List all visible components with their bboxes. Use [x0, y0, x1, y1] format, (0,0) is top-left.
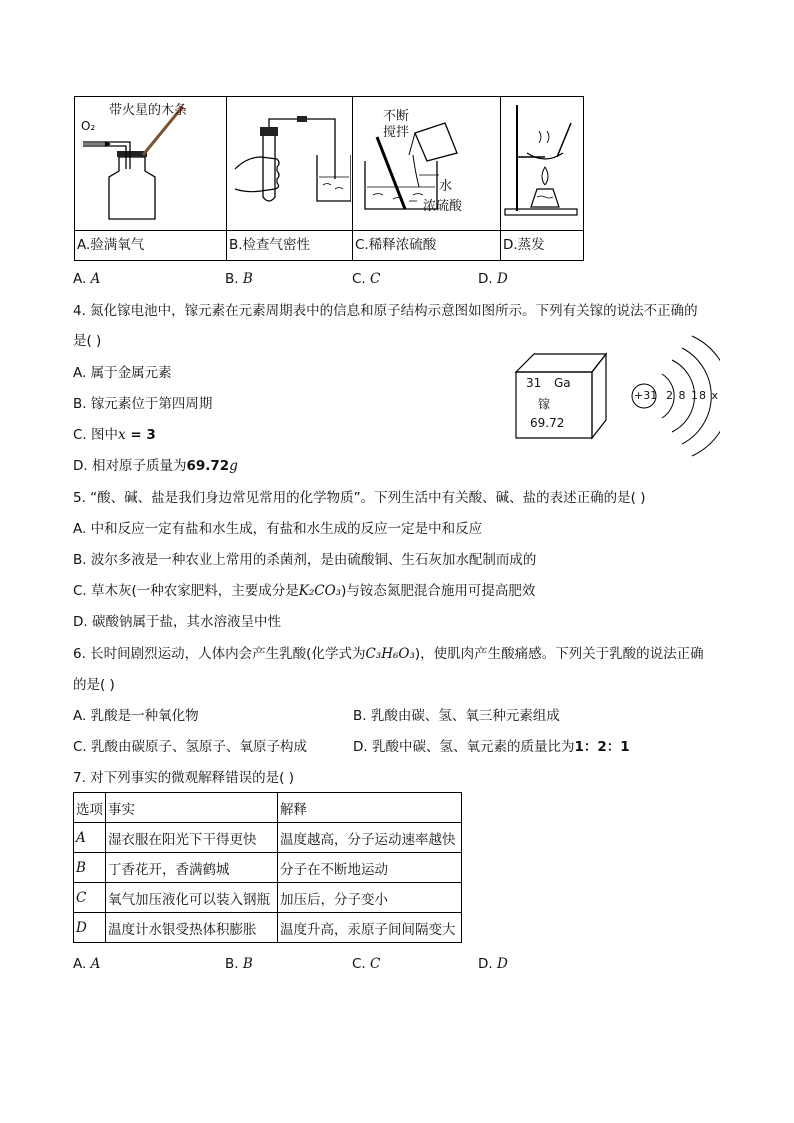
q7-table — [73, 792, 462, 943]
table-header-row — [74, 793, 462, 823]
q3-option-a[interactable]: A. A — [73, 271, 101, 287]
element-number: 31 — [526, 376, 542, 390]
caption-a: A.验满氧气 — [75, 230, 226, 260]
element-card — [512, 350, 608, 440]
element-symbol: Ga — [554, 376, 571, 390]
q6-option-d[interactable]: D. 乳酸中碳、氢、氧元素的质量比为1：2：1 — [353, 739, 630, 755]
header-option: 选项 — [74, 793, 106, 823]
q4-option-c[interactable]: C. 图中x = 3 — [73, 427, 156, 443]
experiment-cell-d — [501, 97, 583, 260]
q6-stem-line2: 的是( ) — [73, 677, 115, 693]
experiment-cell-b — [227, 97, 353, 260]
table-row: B 丁香花开，香满鹤城 分子在不断地运动 — [74, 853, 462, 883]
q4-stem-line1: 4. 氮化镓电池中，镓元素在元素周期表中的信息和原子结构示意图如图所示。下列有关镓的说法不正确的 — [73, 303, 698, 319]
header-explanation: 解释 — [278, 793, 462, 823]
q5-stem: 5. “酸、碱、盐是我们身边常见常用的化学物质”。下列生活中有关酸、碱、盐的表述正确的是( ) — [73, 490, 646, 506]
water-label: 水 — [439, 179, 453, 194]
q7-stem: 7. 对下列事实的微观解释错误的是( ) — [73, 770, 294, 786]
experiment-cell-c — [353, 97, 501, 260]
acid-label: 浓硫酸 — [423, 199, 463, 214]
q4-option-a[interactable]: A. 属于金属元素 — [73, 365, 172, 381]
evaporation-figure — [501, 97, 583, 229]
q4-option-d[interactable]: D. 相对原子质量为69.72g — [73, 458, 238, 474]
q3-option-d[interactable]: D. D — [478, 271, 508, 287]
stir-label-1: 不断 — [383, 109, 410, 124]
electron-shells: 2 8 18 x — [666, 389, 719, 402]
q4-option-b[interactable]: B. 镓元素位于第四周期 — [73, 396, 213, 412]
element-mass: 69.72 — [530, 416, 565, 430]
o2-label: O₂ — [81, 119, 96, 133]
experiment-cell-a — [75, 97, 227, 260]
q7-option-d[interactable]: D. D — [478, 956, 508, 972]
stir-label-2: 搅拌 — [383, 125, 410, 140]
q7-option-c[interactable]: C. C — [352, 956, 381, 972]
caption-c: C.稀释浓硫酸 — [353, 230, 500, 260]
q3-option-c[interactable]: C. C — [352, 271, 381, 287]
table-row: A 湿衣服在阳光下干得更快 温度越高，分子运动速率越快 — [74, 823, 462, 853]
q5-option-a[interactable]: A. 中和反应一定有盐和水生成，有盐和水生成的反应一定是中和反应 — [73, 521, 483, 537]
element-name: 镓 — [538, 397, 551, 411]
q7-option-a[interactable]: A. A — [73, 956, 101, 972]
table-row: D 温度计水银受热体积膨胀 温度升高，汞原子间间隔变大 — [74, 913, 462, 943]
atom-structure-diagram — [628, 330, 720, 458]
q6-option-b[interactable]: B. 乳酸由碳、氢、氧三种元素组成 — [353, 708, 560, 724]
experiment-figure-table — [74, 96, 584, 261]
q6-stem-line1: 6. 长时间剧烈运动，人体内会产生乳酸(化学式为C₃H₆O₃)，使肌肉产生酸痛感。下列关于乳酸的说法正确 — [73, 646, 704, 662]
caption-b: B.检查气密性 — [227, 230, 352, 260]
airtightness-figure — [227, 97, 351, 229]
q4-stem-line2: 是( ) — [73, 333, 102, 349]
caption-d: D.蒸发 — [501, 230, 583, 260]
nucleus-charge: +31 — [634, 389, 658, 402]
q6-option-a[interactable]: A. 乳酸是一种氧化物 — [73, 708, 199, 724]
q3-option-b[interactable]: B. B — [225, 271, 253, 287]
q6-option-c[interactable]: C. 乳酸由碳原子、氢原子、氧原子构成 — [73, 739, 308, 755]
q5-option-d[interactable]: D. 碳酸钠属于盐，其水溶液呈中性 — [73, 614, 281, 630]
q7-option-b[interactable]: B. B — [225, 956, 253, 972]
splint-label: 带火星的木条 — [109, 103, 188, 118]
q5-option-c[interactable]: C. 草木灰(一种农家肥料，主要成分是K₂CO₃)与铵态氮肥混合施用可提高肥效 — [73, 583, 536, 599]
header-fact: 事实 — [106, 793, 278, 823]
table-row: C 氧气加压液化可以装入钢瓶 加压后，分子变小 — [74, 883, 462, 913]
q5-option-b[interactable]: B. 波尔多液是一种农业上常用的杀菌剂，是由硫酸铜、生石灰加水配制而成的 — [73, 552, 537, 568]
